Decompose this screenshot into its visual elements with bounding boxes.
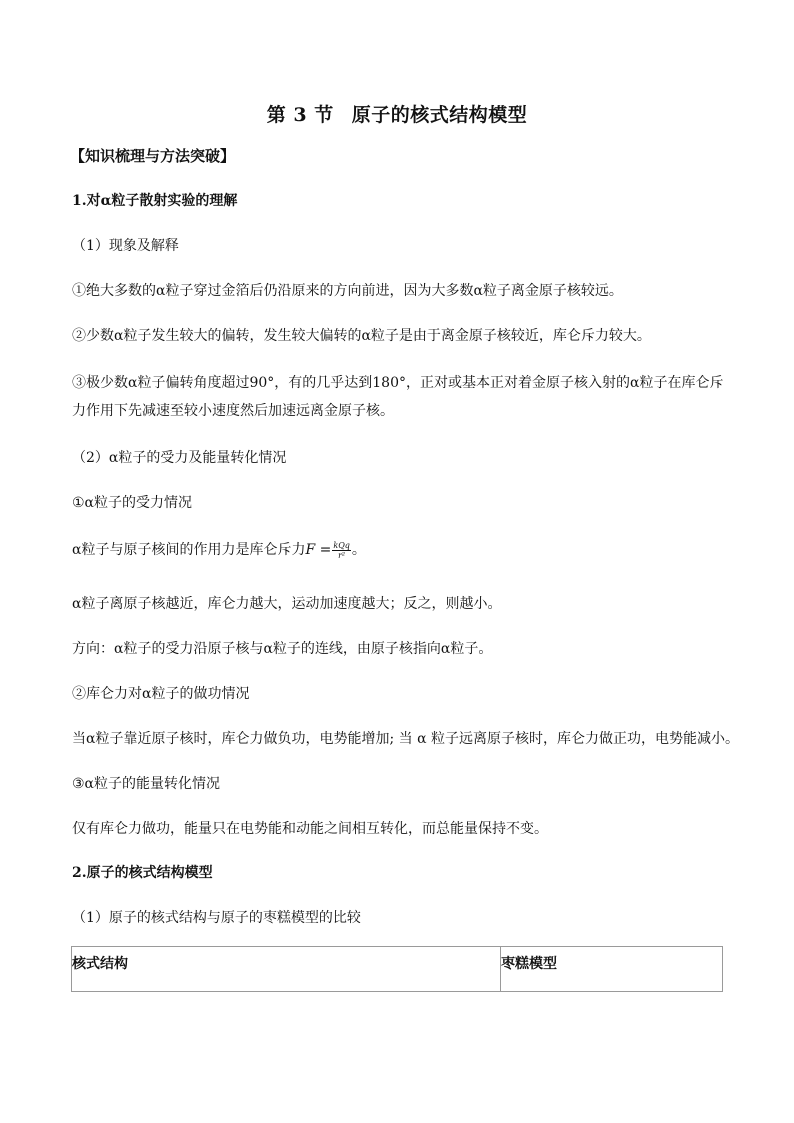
table-header-plum-pudding: 枣糕模型 [501, 947, 723, 992]
section-header: 【知识梳理与方法突破】 [70, 147, 236, 165]
chapter-name: 原子的核式结构模型 [351, 104, 528, 126]
paragraph-1: ①绝大多数的α粒子穿过金箔后仍沿原来的方向前进，因为大多数α粒子离金原子核较远。 [72, 283, 623, 299]
page-title [0, 100, 794, 127]
paragraph-8: ②库仑力对α粒子的做功情况 [72, 686, 250, 702]
coulomb-fraction [332, 541, 351, 560]
comparison-table [71, 946, 723, 992]
heading-2: 2.原子的核式结构模型 [72, 865, 213, 881]
paragraph-4: ①α粒子的受力情况 [72, 495, 193, 511]
paragraph-6: α粒子离原子核越近，库仑力越大，运动加速度越大；反之，则越小。 [72, 596, 502, 612]
fraction-numerator: kQq [333, 540, 350, 550]
formula-lhs: F = [305, 542, 332, 558]
table-header-nuclear: 核式结构 [72, 947, 501, 992]
table-header-row [72, 947, 723, 992]
subheading-2: （2）α粒子的受力及能量转化情况 [72, 450, 287, 466]
paragraph-11: 仅有库仑力做功，能量只在电势能和动能之间相互转化，而总能量保持不变。 [72, 821, 548, 837]
fraction-denominator: r² [338, 550, 346, 560]
subheading-1: （1）现象及解释 [72, 238, 179, 254]
paragraph-9: 当α粒子靠近原子核时，库仑力做负功，电势能增加; 当 α 粒子远离原子核时，库仑力做正功，电势能减小。 [72, 731, 739, 747]
paragraph-2: ②少数α粒子发生较大的偏转，发生较大偏转的α粒子是由于离金原子核较近，库仑斥力较大。 [72, 328, 651, 344]
coulomb-period: 。 [351, 542, 366, 558]
paragraph-10: ③α粒子的能量转化情况 [72, 776, 221, 792]
chapter-number: 第 3 节 [266, 104, 334, 126]
subheading-3: （1）原子的核式结构与原子的枣糕模型的比较 [72, 910, 361, 926]
paragraph-7: 方向：α粒子的受力沿原子核与α粒子的连线，由原子核指向α粒子。 [72, 641, 493, 657]
heading-1: 1.对α粒子散射实验的理解 [72, 193, 238, 209]
paragraph-3: ③极少数α粒子偏转角度超过90°，有的几乎达到180°，正对或基本正对着金原子核入射的α粒子在库仑斥力作用下先减速至较小速度然后加速远离金原子核。 [72, 375, 724, 419]
coulomb-force-paragraph [72, 540, 366, 560]
coulomb-text: α粒子与原子核间的作用力是库仑斥力 [72, 542, 306, 558]
